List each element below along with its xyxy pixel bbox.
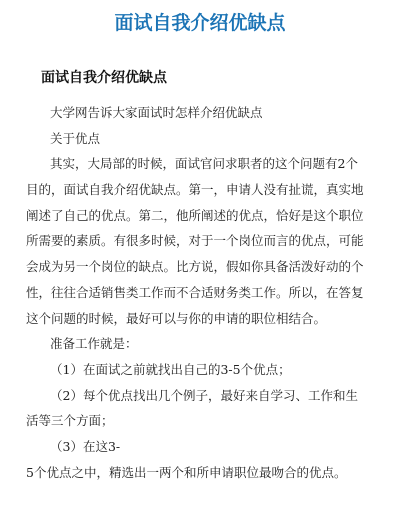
list-item-continuation: 5个优点之中，精选出一两个和所申请职位最吻合的优点。 bbox=[26, 464, 347, 480]
list-item: （1）在面试之前就找出自己的3-5个优点； bbox=[50, 361, 291, 377]
list-item: （3）在这3- bbox=[50, 438, 121, 454]
paragraph-line: 大学网告诉大家面试时怎样介绍优缺点 bbox=[50, 105, 263, 120]
paragraph-line: 阐述了自己的优点。第二，他所阐述的优点，恰好是这个职位 bbox=[26, 207, 364, 223]
paragraph-line: 其实，大局部的时候，面试官问求职者的这个问题有2个 bbox=[50, 156, 358, 172]
article-heading: 面试自我介绍优缺点 bbox=[41, 70, 167, 86]
list-item: （2）每个优点找出几个例子，最好来自学习、工作和生 bbox=[50, 387, 358, 403]
article-body bbox=[26, 100, 386, 485]
page-title: 面试自我介绍优缺点 bbox=[114, 12, 286, 34]
paragraph-line: 这个问题的时候，最好可以与你的申请的职位相结合。 bbox=[26, 310, 327, 326]
paragraph-line: 性，往往合适销售类工作而不合适财务类工作。所以，在答复 bbox=[26, 284, 364, 300]
paragraph-line: 关于优点 bbox=[50, 130, 101, 146]
paragraph-line: 所需要的素质。有很多时候，对于一个岗位而言的优点，可能 bbox=[26, 233, 364, 249]
paragraph-line: 准备工作就是： bbox=[50, 336, 138, 352]
paragraph-line: 目的，面试自我介绍优缺点。第一，申请人没有扯谎，真实地 bbox=[26, 182, 364, 198]
paragraph-line: 会成为另一个岗位的缺点。比方说，假如你具备活泼好动的个 bbox=[26, 259, 364, 275]
list-item-continuation: 活等三个方面； bbox=[26, 413, 114, 429]
